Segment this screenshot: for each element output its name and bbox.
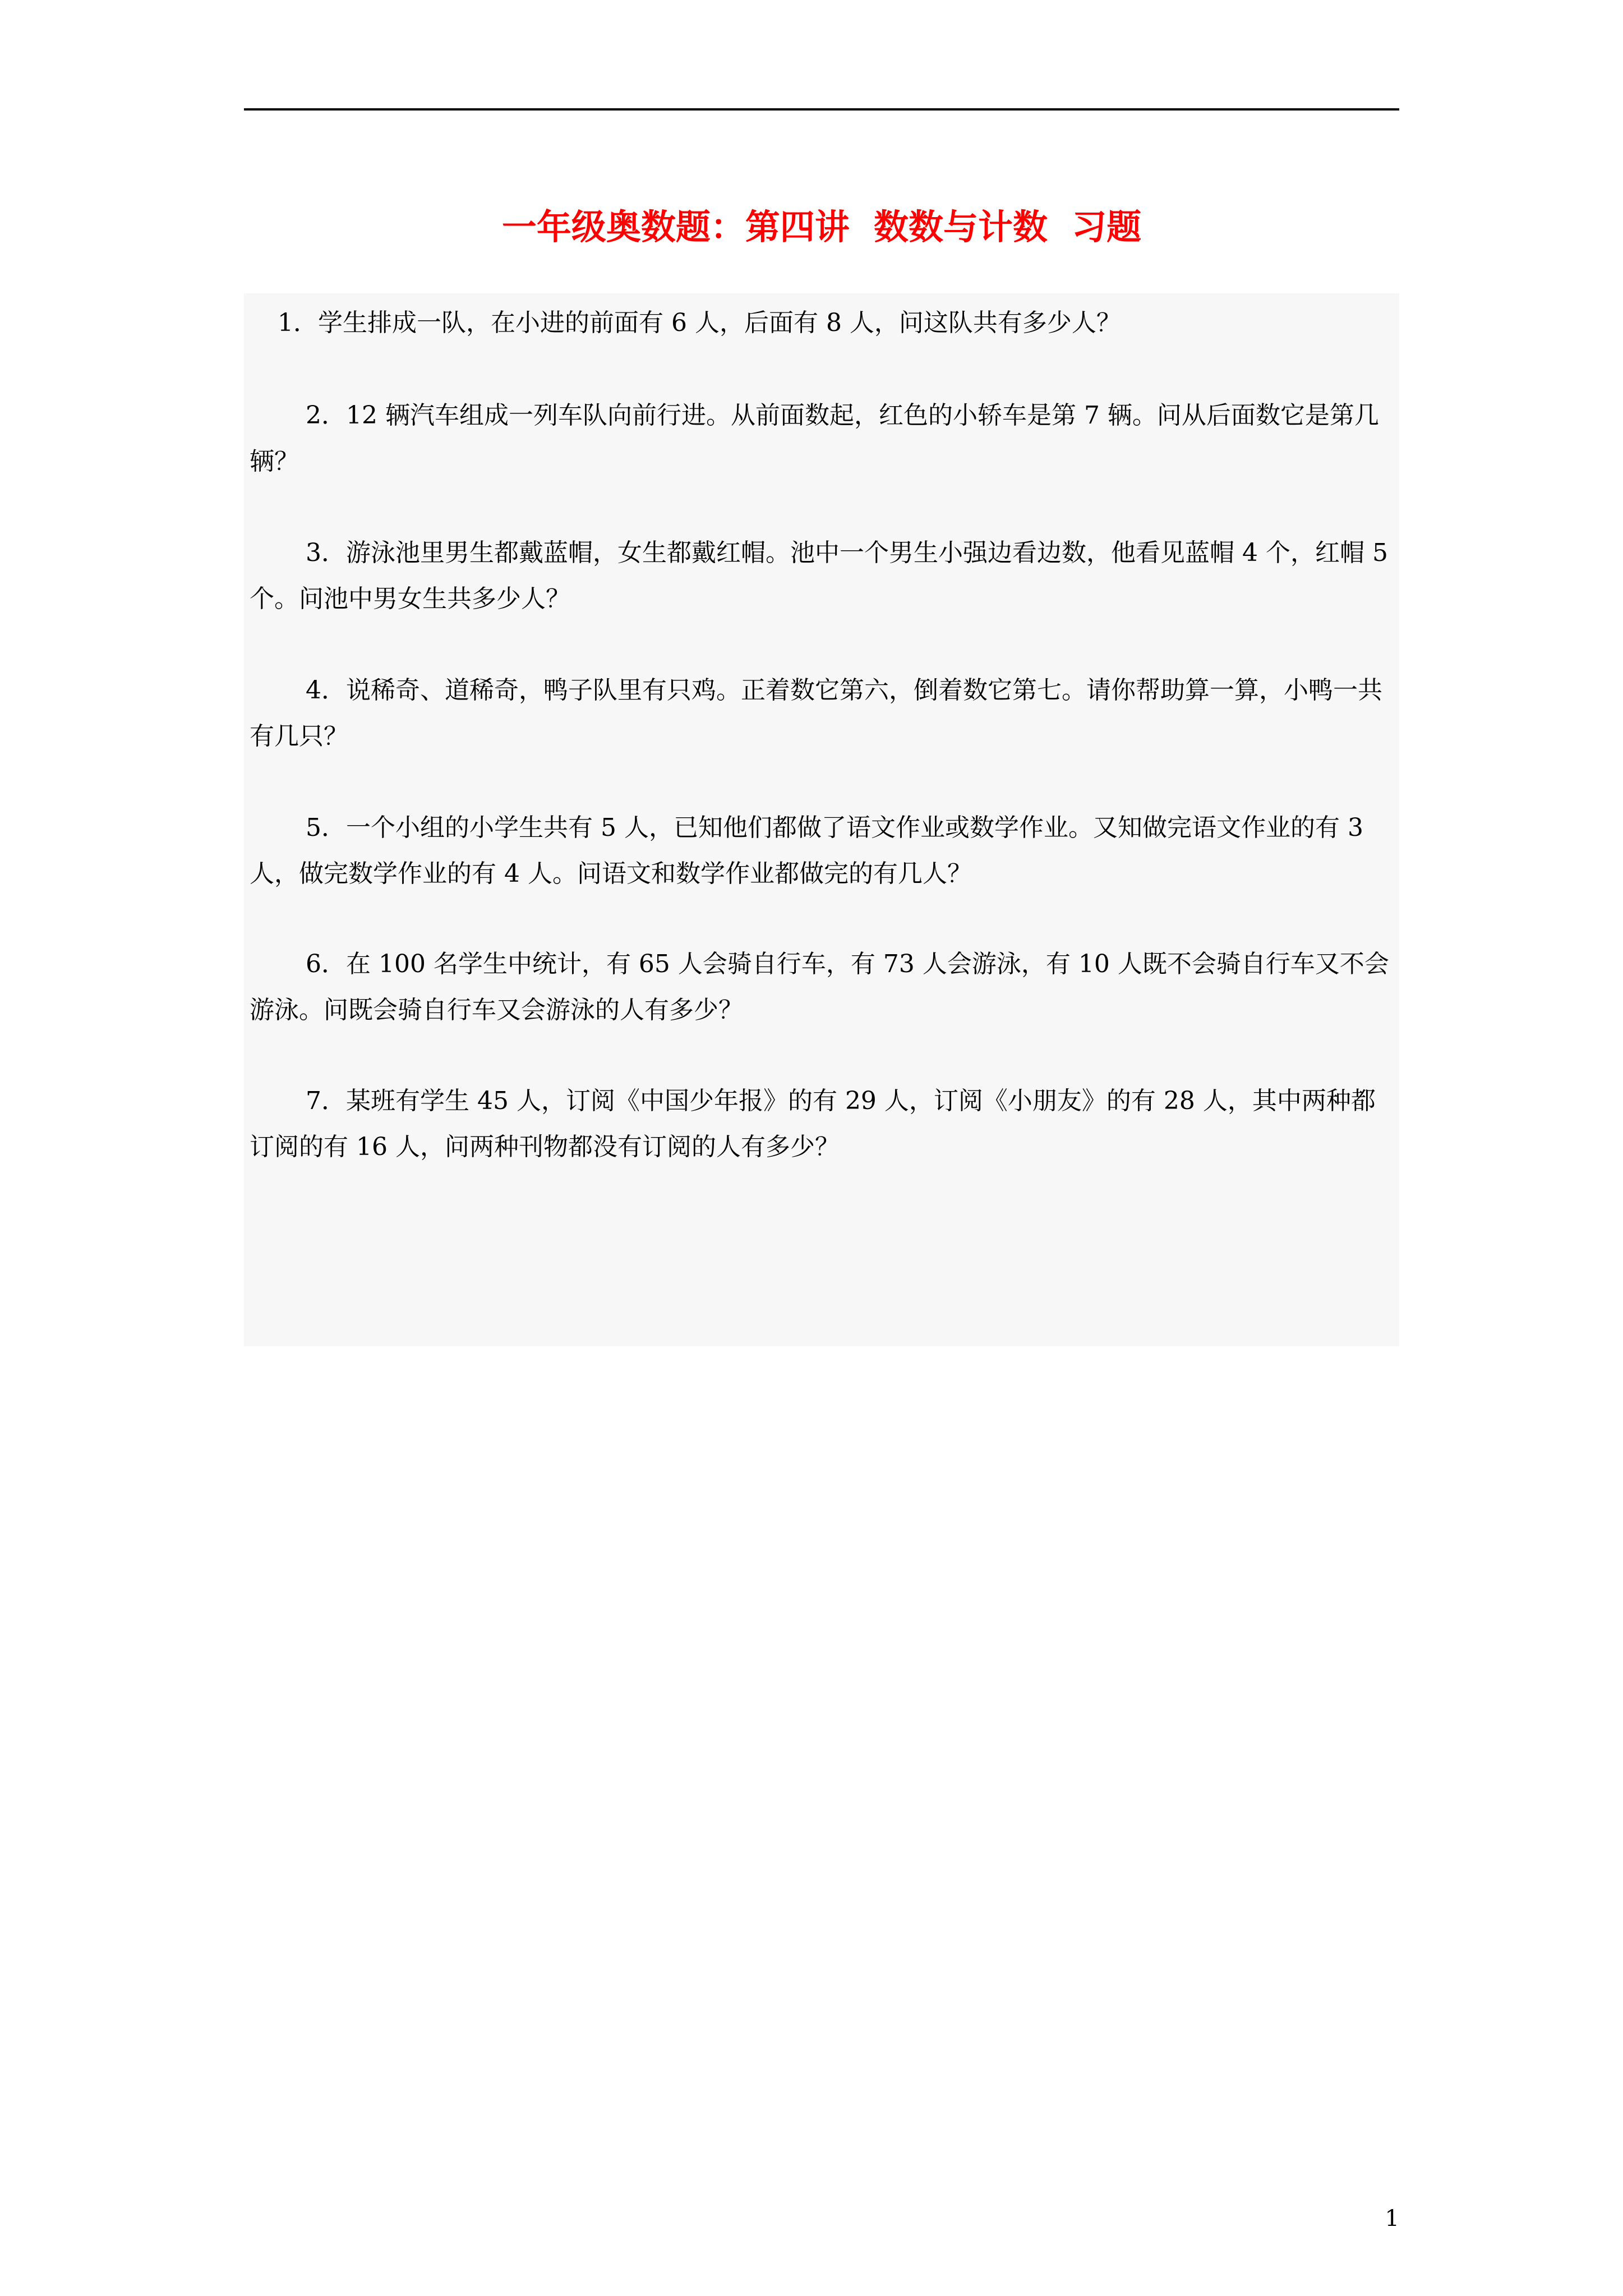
problem-5: 5．一个小组的小学生共有 5 人，已知他们都做了语文作业或数学作业。又知做完语文作业的有 3 人，做完数学作业的有 4 人。问语文和数学作业都做完的有几人？	[250, 813, 1363, 888]
page-number: 1	[1385, 2206, 1399, 2231]
page-title: 一年级奥数题：第四讲 数数与计数 习题	[501, 206, 1142, 247]
problem-3: 3．游泳池里男生都戴蓝帽，女生都戴红帽。池中一个男生小强边看边数，他看见蓝帽 4 个，红帽 5 个。问池中男女生共多少人？	[250, 539, 1388, 613]
problem-6: 6．在 100 名学生中统计，有 65 人会骑自行车，有 73 人会游泳，有 10 人既不会骑自行车又不会游泳。问既会骑自行车又会游泳的人有多少？	[250, 950, 1389, 1024]
problem-7: 7．某班有学生 45 人，订阅《中国少年报》的有 29 人，订阅《小朋友》的有 28 人，其中两种都订阅的有 16 人，问两种刊物都没有订阅的人有多少？	[250, 1087, 1376, 1161]
problem-1: 1．学生排成一队，在小进的前面有 6 人，后面有 8 人，问这队共有多少人？	[278, 309, 1121, 337]
problem-2: 2．12 辆汽车组成一列车队向前行进。从前面数起，红色的小轿车是第 7 辆。问从后面数它是第几辆？	[250, 401, 1379, 476]
problem-4: 4．说稀奇、道稀奇，鸭子队里有只鸡。正着数它第六，倒着数它第七。请你帮助算一算，小鸭一共有几只？	[250, 676, 1382, 751]
header-rule	[244, 108, 1399, 111]
